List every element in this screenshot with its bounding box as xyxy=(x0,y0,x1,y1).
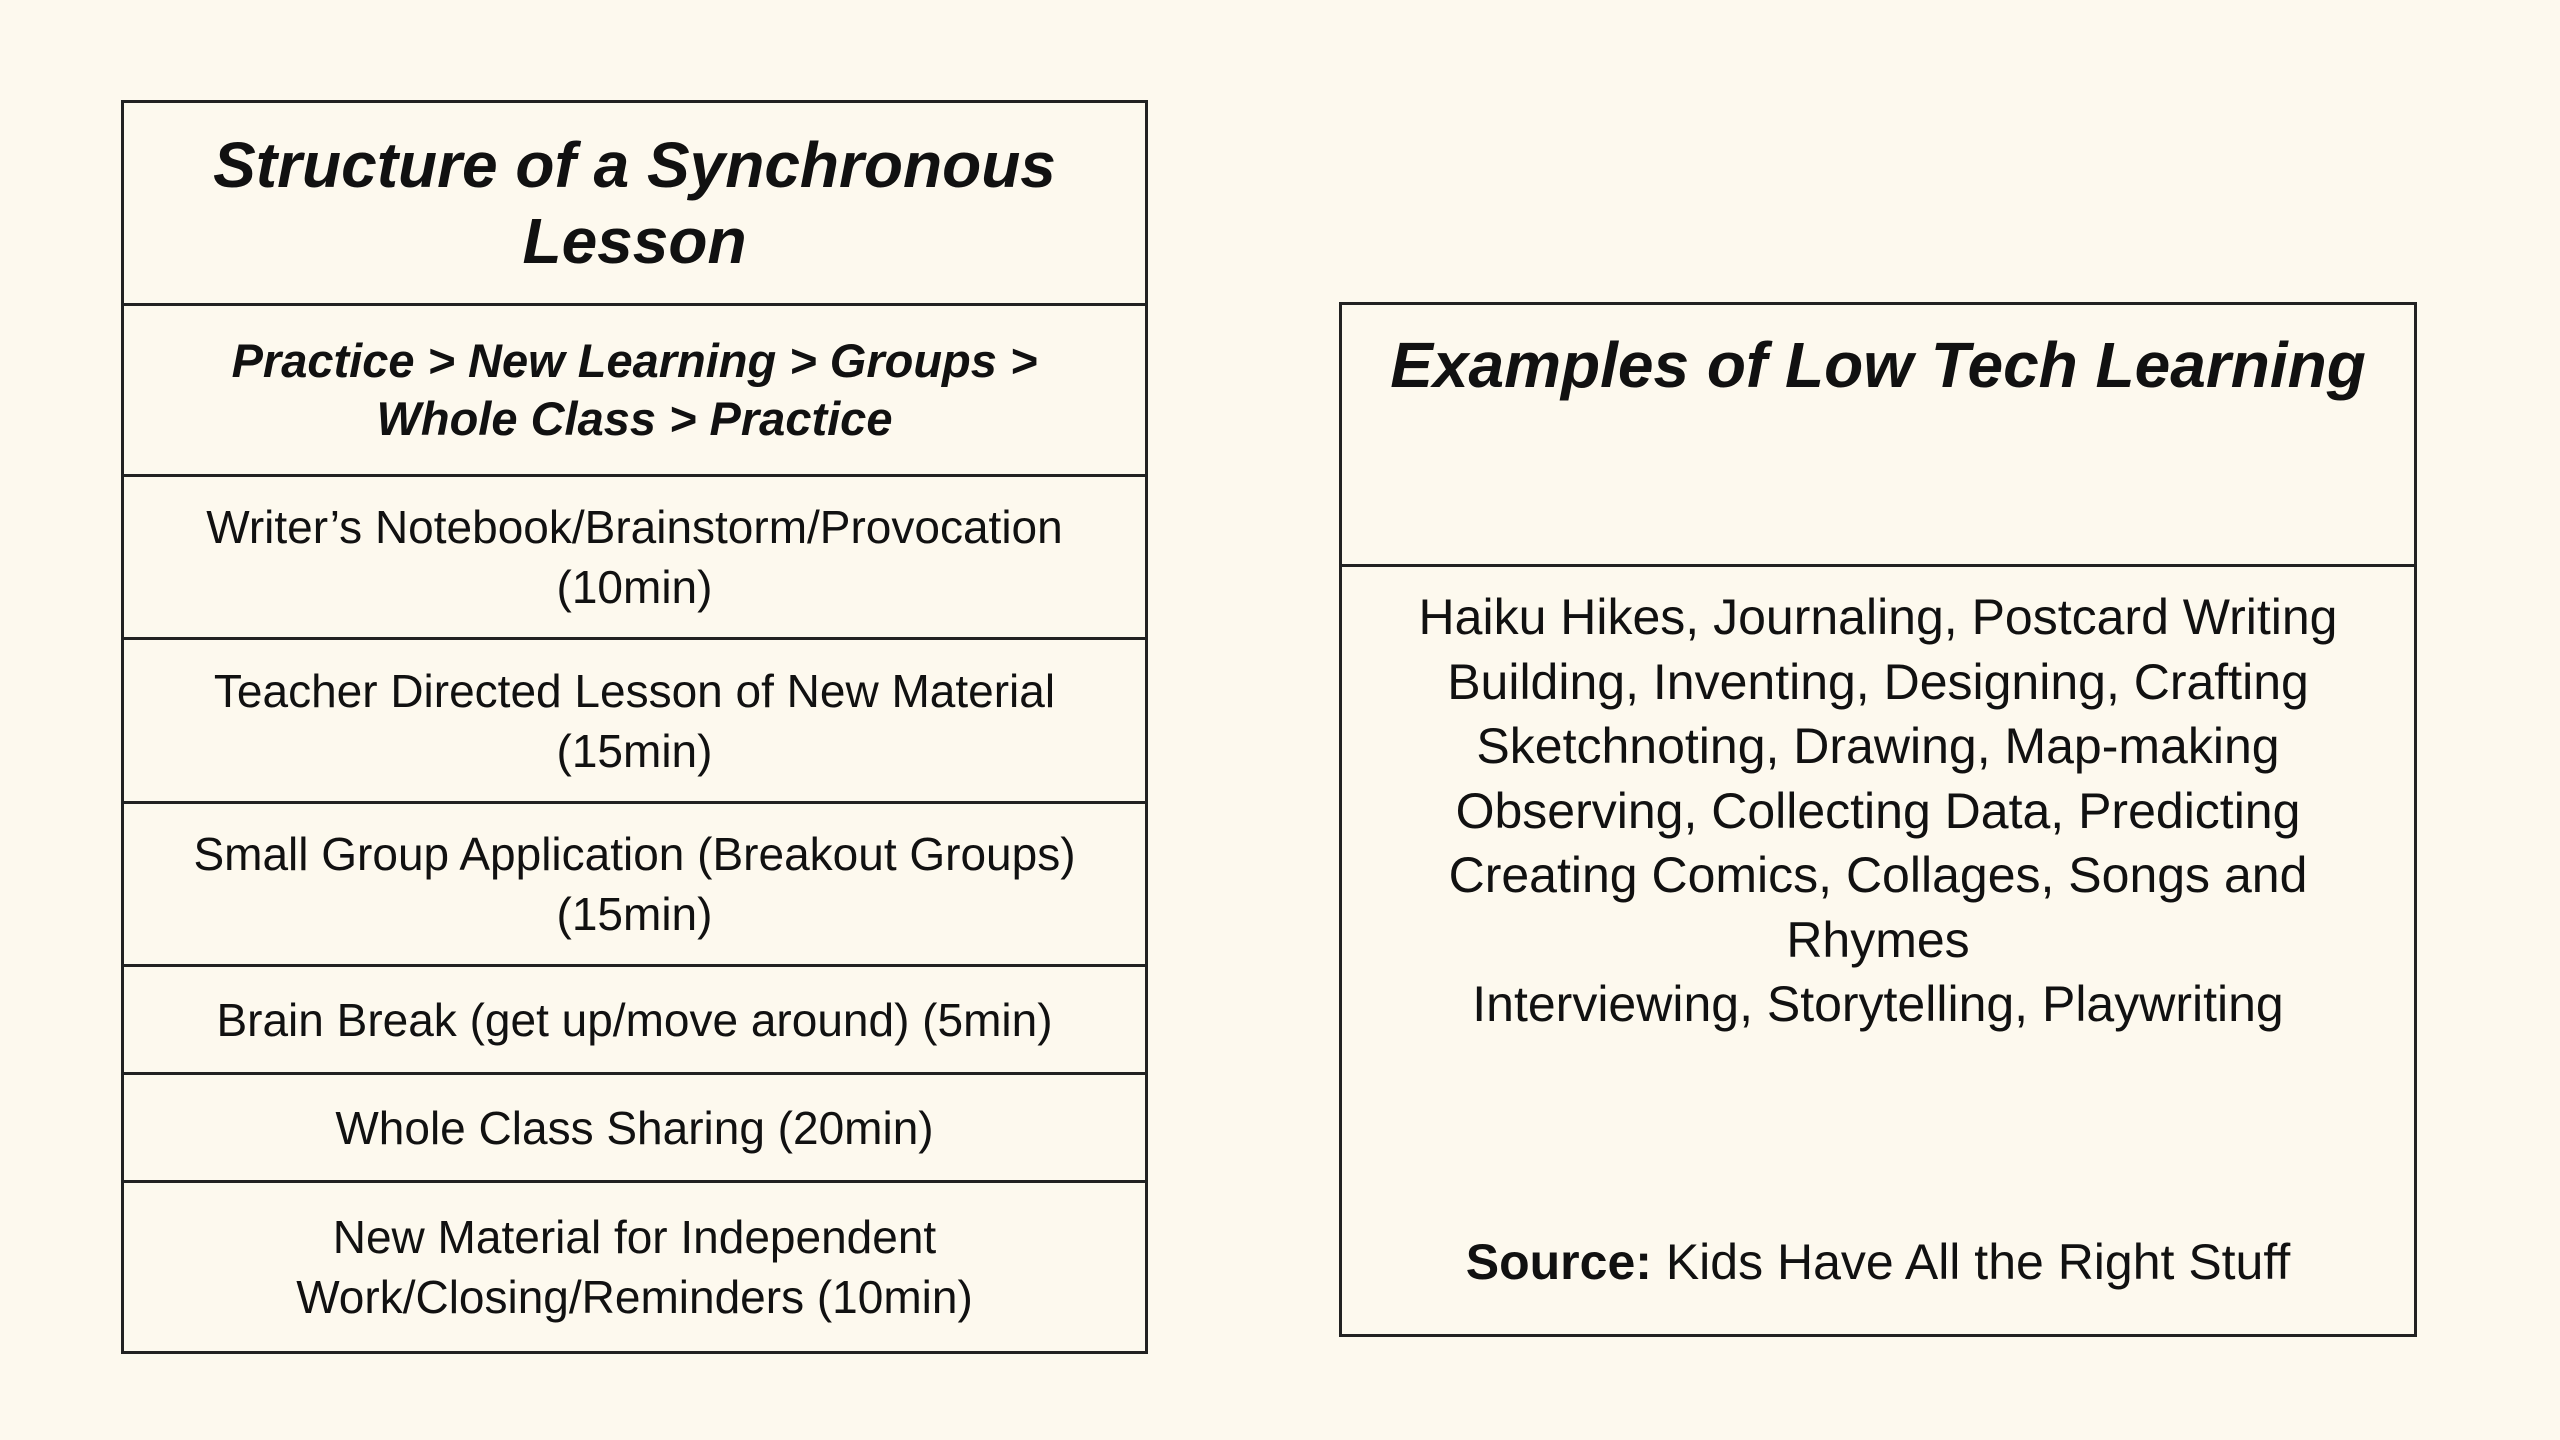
lesson-structure-table xyxy=(121,100,1148,1354)
example-line: Sketchnoting, Drawing, Map-making xyxy=(1476,718,2280,774)
example-line: Building, Inventing, Designing, Crafting xyxy=(1447,653,2309,710)
source-label: Source: xyxy=(1465,1234,1652,1290)
step-line-1: Writer’s Notebook/Brainstorm/Provocation xyxy=(206,501,1063,553)
step-line-1: Brain Break (get up/move around) (5min) xyxy=(216,993,1053,1046)
step-line-1: New Material for Independent xyxy=(332,1211,937,1263)
lesson-step-small-group xyxy=(124,804,1145,967)
low-tech-title: Examples of Low Tech Learning xyxy=(1342,305,2414,567)
low-tech-examples-body xyxy=(1342,567,2414,1334)
example-line: Rhymes xyxy=(1786,911,1970,968)
lesson-step-whole-class-sharing xyxy=(124,1075,1145,1183)
example-line: Interviewing, Storytelling, Playwriting xyxy=(1472,976,2284,1032)
step-line-2: (10min) xyxy=(556,561,713,613)
step-line-2: Work/Closing/Reminders (10min) xyxy=(296,1271,973,1323)
step-line-2: (15min) xyxy=(556,888,713,940)
flow-line-1: Practice > New Learning > Groups > xyxy=(231,334,1038,387)
low-tech-examples-table xyxy=(1339,302,2417,1337)
flow-line-2: Whole Class > Practice xyxy=(376,392,893,445)
title-line-1: Structure of a Synchronous xyxy=(213,129,1056,201)
lesson-step-writers-notebook xyxy=(124,477,1145,640)
example-line: Haiku Hikes, Journaling, Postcard Writing xyxy=(1418,589,2338,645)
lesson-step-teacher-directed xyxy=(124,640,1145,804)
lesson-step-new-material xyxy=(124,1183,1145,1351)
example-line: Observing, Collecting Data, Predicting xyxy=(1455,782,2301,839)
source-text: Kids Have All the Right Stuff xyxy=(1665,1234,2291,1290)
lesson-step-brain-break xyxy=(124,967,1145,1075)
lesson-flow-summary xyxy=(124,306,1145,477)
source-citation xyxy=(1466,1232,2291,1292)
step-line-1: Teacher Directed Lesson of New Material xyxy=(213,664,1056,717)
step-line-1: Small Group Application (Breakout Groups) xyxy=(193,828,1076,880)
step-line-2: (15min) xyxy=(556,724,713,777)
lesson-structure-title xyxy=(124,103,1145,306)
step-line-1: Whole Class Sharing (20min) xyxy=(335,1101,934,1154)
example-line: Creating Comics, Collages, Songs and xyxy=(1448,847,2308,903)
title-line-2: Lesson xyxy=(522,205,747,277)
